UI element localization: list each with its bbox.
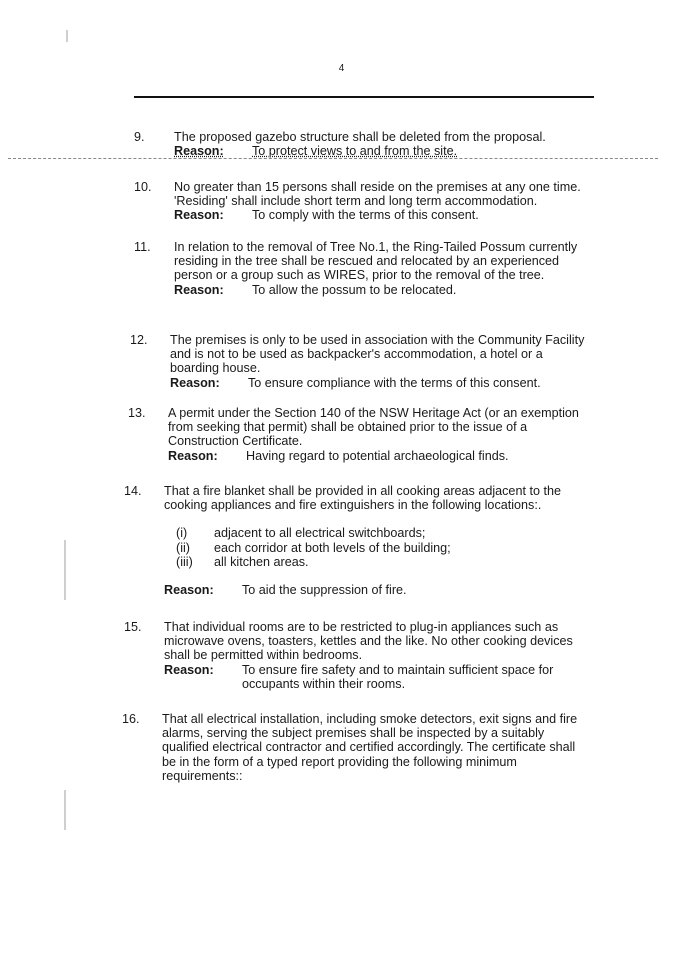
reason-text: To protect views to and from the site.	[252, 144, 458, 159]
clause-text: That a fire blanket shall be provided in all cooking areas adjacent to the cooking appliances and fire extinguishers in the following locations:.	[164, 484, 561, 513]
clause-15	[124, 620, 594, 698]
clause-number: 13.	[128, 406, 146, 420]
reason-text: To allow the possum to be relocated.	[252, 282, 457, 297]
reason-label: Reason:	[168, 448, 218, 463]
list-marker: (i)	[176, 526, 188, 541]
strike-through-rule	[8, 158, 658, 159]
clause-10	[134, 180, 604, 228]
reason-label: Reason:	[170, 375, 220, 390]
list-item	[164, 541, 584, 555]
reason-text: To aid the suppression of fire.	[242, 583, 407, 598]
reason-label: Reason:	[174, 144, 224, 159]
clause-number: 14.	[124, 484, 142, 498]
clause-number: 10.	[134, 180, 152, 194]
clause-number: 11.	[134, 240, 151, 254]
list-item-text: adjacent to all electrical switchboards;	[214, 526, 426, 541]
list-marker: (ii)	[176, 540, 190, 555]
reason-label: Reason:	[164, 583, 214, 598]
reason-text: To ensure compliance with the terms of this consent.	[248, 375, 541, 390]
clause-text: That individual rooms are to be restricted to plug-in appliances such as microwave ovens, toasters, kettles and the like. No other cooking devices shall be permitted within bedrooms.	[164, 620, 573, 663]
clause-number: 12.	[130, 333, 148, 347]
clause-number: 9.	[134, 130, 145, 144]
reason-text: To ensure fire safety and to maintain sufficient space for occupants within their rooms.	[242, 662, 554, 691]
list-item	[164, 555, 584, 569]
margin-mark	[64, 790, 66, 830]
list-marker: (iii)	[176, 554, 193, 569]
margin-mark	[66, 30, 68, 42]
reason-label: Reason:	[174, 208, 224, 223]
reason-text: To comply with the terms of this consent.	[252, 208, 479, 223]
list-item	[164, 526, 584, 540]
reason-label: Reason:	[164, 662, 214, 677]
reason-text: Having regard to potential archaeological finds.	[246, 448, 509, 463]
clause-text: In relation to the removal of Tree No.1, the Ring-Tailed Possum currently residing in the tree shall be rescued and relocated by an experienced person or a group such as WIRES, prior to the removal of the tree.	[174, 240, 578, 283]
clause-number: 16.	[122, 712, 140, 726]
clause-14	[124, 484, 594, 608]
location-list	[164, 526, 584, 569]
clause-text: The premises is only to be used in association with the Community Facility and is not to be used as backpacker's accommodation, a hotel or a boarding house.	[170, 333, 585, 376]
reason-label: Reason:	[174, 282, 224, 297]
clause-text: No greater than 15 persons shall reside on the premises at any one time. 'Residing' shall include short term and long term accommodation.	[174, 180, 581, 209]
clause-text: The proposed gazebo structure shall be deleted from the proposal.	[174, 130, 546, 144]
clause-number: 15.	[124, 620, 142, 634]
clause-text: That all electrical installation, including smoke detectors, exit signs and fire alarms, serving the subject premises shall be inspected by a suitably qualified electrical contractor and certified accordingly. The certificate shall be in the form of a typed report providing the following minimum requirements::	[162, 712, 578, 783]
page-number: 4	[338, 63, 345, 74]
clause-16	[122, 712, 592, 788]
clause-text: A permit under the Section 140 of the NSW Heritage Act (or an exemption from seeking that permit) shall be obtained prior to the issue of a Construction Certificate.	[168, 406, 579, 449]
clause-11	[134, 240, 604, 316]
clause-12	[130, 333, 600, 395]
list-item-text: each corridor at both levels of the building;	[214, 540, 451, 555]
margin-mark	[64, 540, 66, 600]
list-item-text: all kitchen areas.	[214, 554, 309, 569]
header-rule	[134, 96, 594, 98]
clause-13	[128, 406, 598, 468]
